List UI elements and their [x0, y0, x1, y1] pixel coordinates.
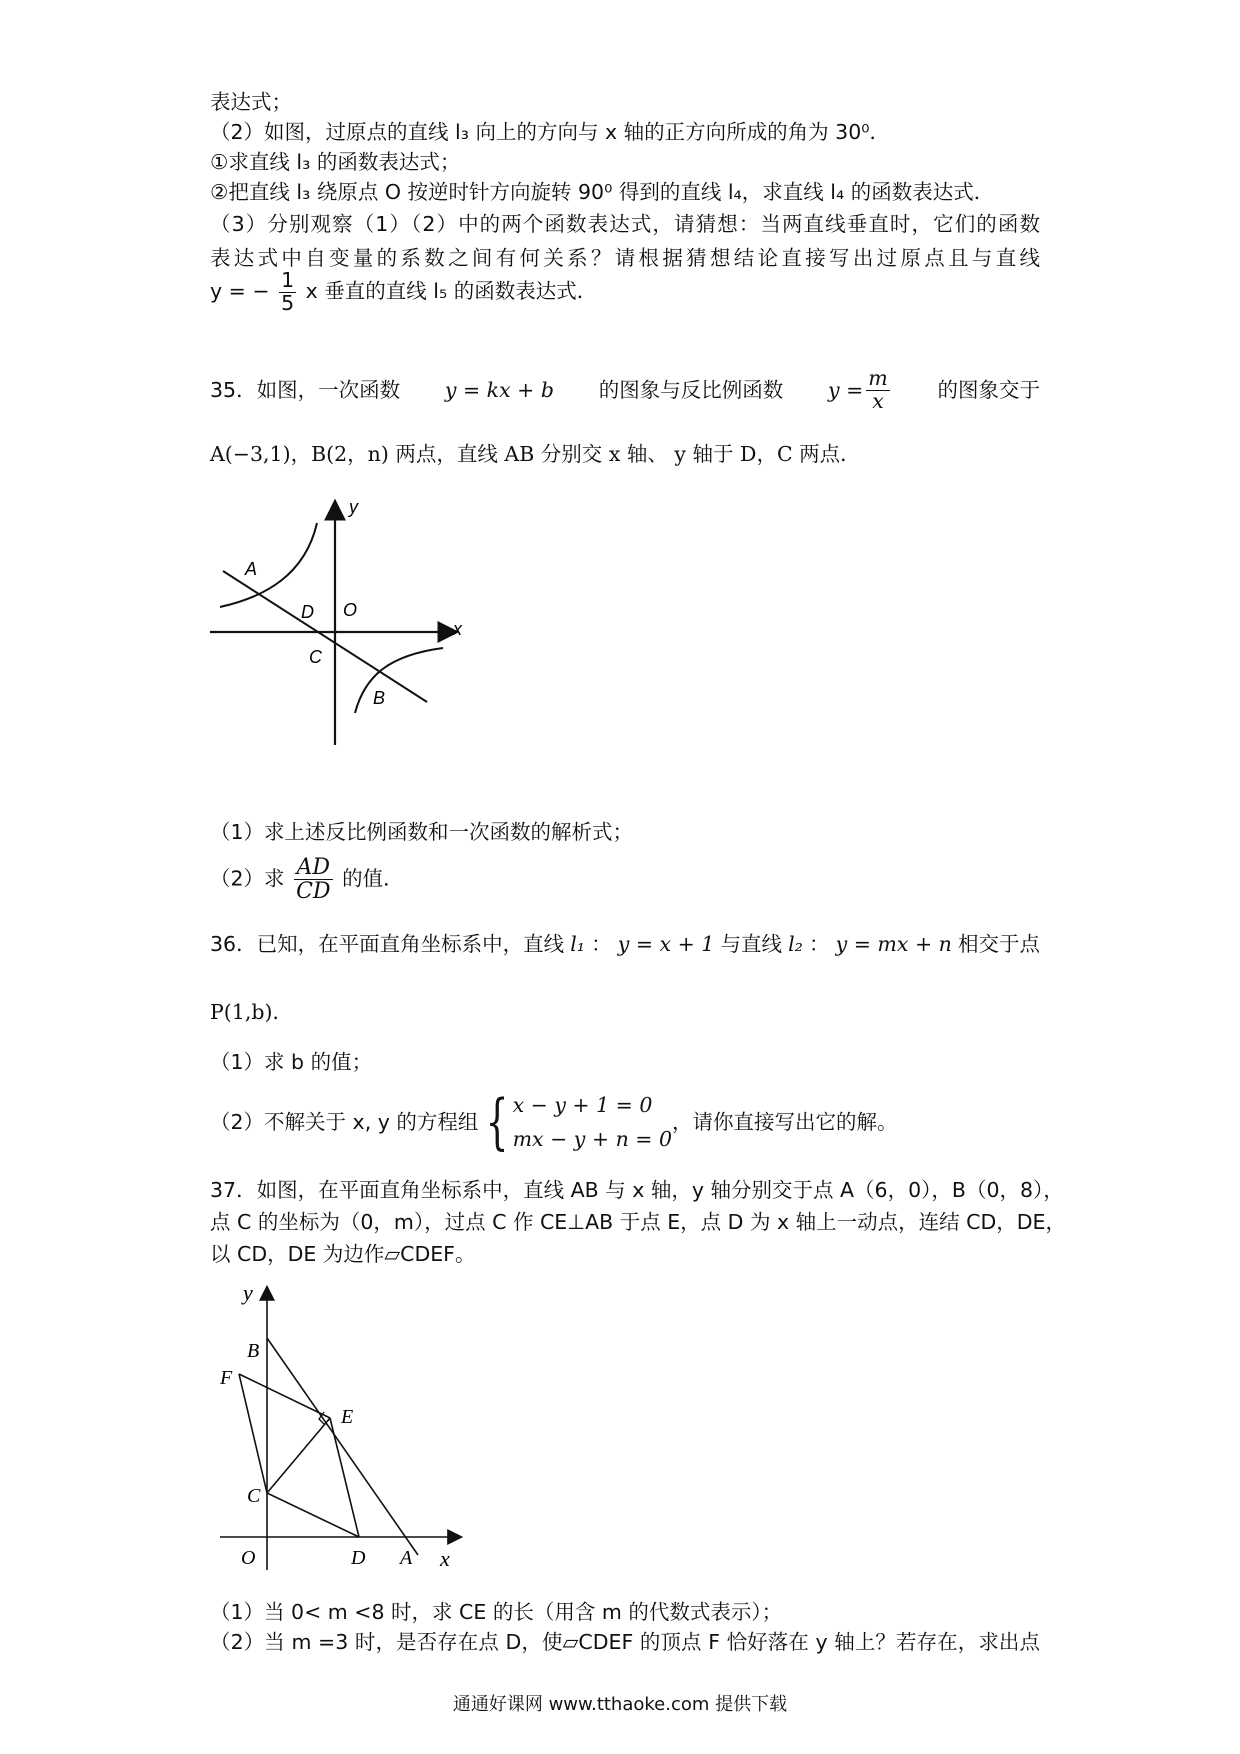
text-line: 表达式中自变量的系数之间有何关系？请根据猜想结论直接写出过原点且与直线 [210, 246, 1040, 270]
text: （2）求 [210, 866, 285, 891]
label-d: D [351, 1547, 366, 1569]
fraction [279, 270, 296, 314]
q37-line2: 点 C 的坐标为（0，m），过点 C 作 CE⊥AB 于点 E，点 D 为 x 轴上一动点，连结 CD，DE， [210, 1210, 1067, 1234]
text: 的值． [342, 866, 404, 891]
math: y = [828, 378, 864, 403]
text-line: （3）分别观察（1）（2）中的两个函数表达式，请猜想：当两直线垂直时，它们的函数 [210, 212, 1040, 236]
label-y: y [243, 1280, 253, 1305]
q37-figure [215, 1280, 465, 1575]
label-y: y [349, 497, 358, 517]
text: 相交于点 [957, 932, 1040, 956]
fraction-denominator: CD [296, 879, 331, 905]
equation-line [210, 270, 597, 314]
q37-sub1: （1）当 0< m <8 时，求 CE 的长（用含 m 的代数式表示）； [210, 1600, 783, 1624]
line-ab [267, 1338, 418, 1555]
label-a: A [245, 559, 258, 579]
hyperbola-branch-upper [220, 523, 317, 607]
brace: { [486, 1087, 509, 1157]
text: ： [591, 932, 612, 956]
text-line: ①求直线 l₃ 的函数表达式； [210, 150, 461, 174]
text: ，请你直接写出它的解。 [672, 1110, 898, 1134]
text: 的图象与反比例函数 [598, 378, 784, 403]
equation-1: x − y + 1 = 0 [512, 1093, 653, 1117]
q35-figure [205, 495, 475, 745]
math: y = kx + b [444, 378, 554, 403]
fraction-numerator: 1 [281, 268, 295, 292]
q36-sub1: （1）求 b 的值； [210, 1050, 373, 1074]
segment-de [330, 1418, 359, 1537]
segment-cd [267, 1493, 359, 1537]
line-ab [223, 571, 427, 702]
text: 35．如图，一次函数 [210, 378, 401, 403]
label-a: A [400, 1547, 413, 1569]
fraction-denominator: x [872, 388, 884, 413]
math: l₁ [570, 932, 585, 956]
math: y = x + 1 [617, 932, 715, 956]
label-c: C [247, 1485, 261, 1507]
q37-sub2: （2）当 m =3 时，是否存在点 D，使▱CDEF 的顶点 F 恰好落在 y 轴上？若存在，求出点 [210, 1630, 1040, 1654]
text: 36．已知，在平面直角坐标系中，直线 [210, 932, 565, 956]
fraction-denominator: 5 [281, 290, 295, 315]
text: 的图象交于 [937, 378, 1040, 403]
fraction-numerator: AD [294, 856, 332, 880]
text-line: 表达式； [210, 90, 292, 114]
label-e: E [341, 1406, 354, 1428]
q36-line2: P(1,b)． [210, 1000, 293, 1024]
label-o: O [343, 600, 358, 620]
q35-line2: A(−3,1)，B(2，n) 两点，直线 AB 分别交 x 轴、 y 轴于 D，C 两点． [210, 442, 861, 466]
text: x 垂直的直线 l₅ 的函数表达式． [305, 279, 598, 304]
equations [513, 1088, 672, 1156]
label-c: C [309, 647, 322, 667]
text-line: ②把直线 l₃ 绕原点 O 按逆时针方向旋转 90⁰ 得到的直线 l₄，求直线 l₄ 的函数表达式． [210, 180, 995, 204]
text-line: （2）如图，过原点的直线 l₃ 向上的方向与 x 轴的正方向所成的角为 30⁰． [210, 120, 890, 144]
math: y = mx + n [835, 932, 952, 956]
q37-line3: 以 CD，DE 为边作▱CDEF。 [210, 1242, 476, 1266]
equation [828, 368, 893, 412]
page-footer: 通通好课网 www.tthaoke.com 提供下载 [452, 1694, 788, 1715]
math-text: y = − [210, 279, 270, 304]
text: （2）不解关于 x, y 的方程组 [210, 1110, 479, 1134]
label-b: B [373, 688, 386, 708]
text: ： [809, 932, 830, 956]
hyperbola-branch-lower [355, 648, 443, 713]
label-f: F [220, 1367, 233, 1389]
segment-ef [239, 1374, 330, 1418]
q37-line1: 37．如图，在平面直角坐标系中，直线 AB 与 x 轴，y 轴分别交于点 A（6，0），B（0，8）， [210, 1178, 1064, 1202]
math: l₂ [788, 932, 803, 956]
fraction [294, 856, 332, 903]
q36-sub2 [210, 1088, 898, 1156]
equation-2: mx − y + n = 0 [512, 1127, 673, 1151]
label-x: x [453, 619, 462, 639]
q35-line1 [210, 368, 1040, 412]
fraction [866, 368, 889, 412]
label-o: O [241, 1547, 256, 1569]
segment-fc [239, 1374, 267, 1493]
label-d: D [301, 602, 314, 622]
fraction-numerator: m [868, 366, 888, 390]
q35-sub1: （1）求上述反比例函数和一次函数的解析式； [210, 820, 634, 844]
equation-system [478, 1088, 672, 1156]
q35-sub2 [210, 856, 404, 903]
segment-ce [267, 1418, 330, 1493]
q36-line1 [210, 930, 1040, 958]
text: 与直线 [720, 932, 782, 956]
label-x: x [440, 1546, 450, 1571]
label-b: B [247, 1340, 260, 1362]
